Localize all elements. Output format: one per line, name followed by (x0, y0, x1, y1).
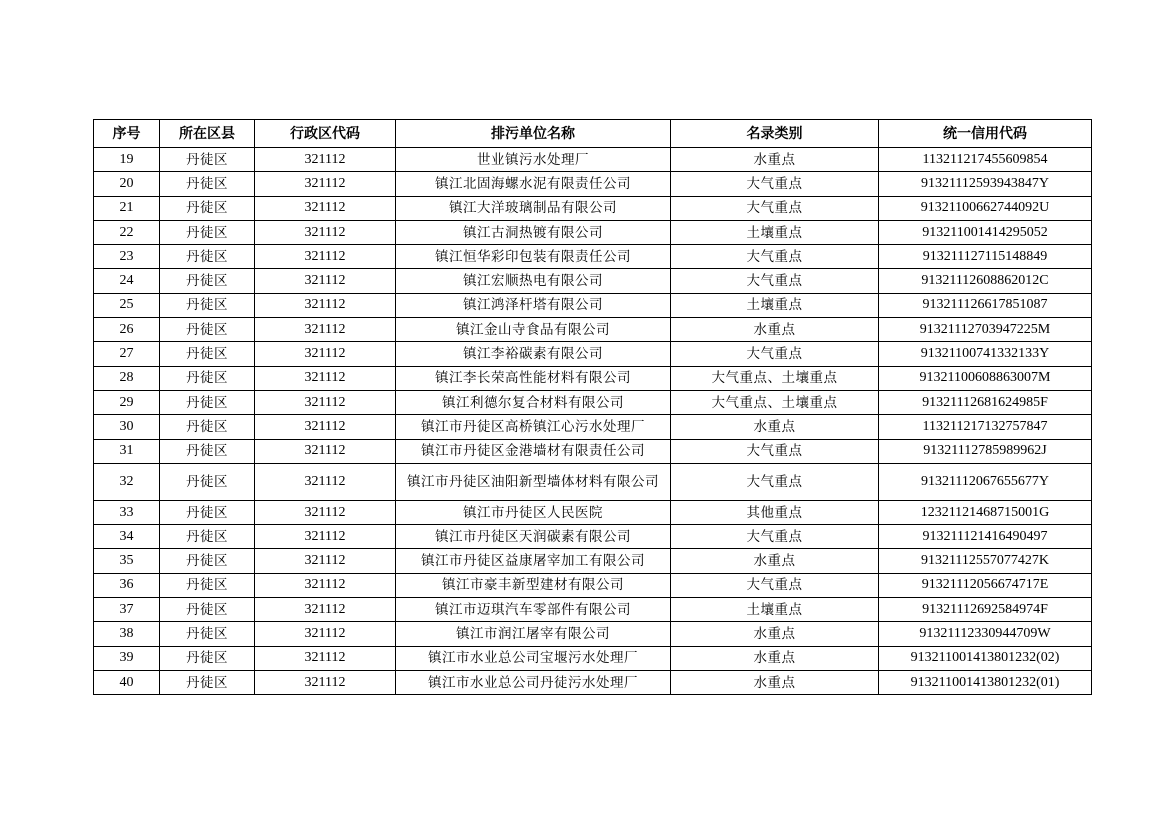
category-cell: 大气重点 (671, 573, 879, 597)
admin-code-cell: 321112 (255, 670, 396, 694)
unit-name-cell: 镇江利德尔复合材料有限公司 (396, 390, 671, 414)
unit-name-cell: 镇江市水业总公司丹徒污水处理厂 (396, 670, 671, 694)
header-unit-name: 排污单位名称 (396, 120, 671, 148)
admin-code-cell: 321112 (255, 220, 396, 244)
county-cell: 丹徒区 (160, 390, 255, 414)
table-row (94, 366, 1092, 390)
credit-code-cell: 91321100608863007M (879, 366, 1092, 390)
category-cell: 大气重点 (671, 463, 879, 500)
credit-code-cell: 913211001413801232(01) (879, 670, 1092, 694)
header-serial-number: 序号 (94, 120, 160, 148)
unit-name-cell: 镇江大洋玻璃制品有限公司 (396, 196, 671, 220)
serial-number-cell: 19 (94, 148, 160, 172)
credit-code-cell: 91321112067655677Y (879, 463, 1092, 500)
admin-code-cell: 321112 (255, 148, 396, 172)
county-cell: 丹徒区 (160, 598, 255, 622)
county-cell: 丹徒区 (160, 573, 255, 597)
credit-code-cell: 91321112056674717E (879, 573, 1092, 597)
category-cell: 水重点 (671, 318, 879, 342)
table-row (94, 415, 1092, 439)
table-row (94, 342, 1092, 366)
serial-number-cell: 32 (94, 463, 160, 500)
category-cell: 水重点 (671, 622, 879, 646)
unit-name-cell: 镇江宏顺热电有限公司 (396, 269, 671, 293)
serial-number-cell: 26 (94, 318, 160, 342)
serial-number-cell: 36 (94, 573, 160, 597)
county-cell: 丹徒区 (160, 646, 255, 670)
unit-name-cell: 镇江市润江屠宰有限公司 (396, 622, 671, 646)
category-cell: 水重点 (671, 646, 879, 670)
serial-number-cell: 24 (94, 269, 160, 293)
table-row (94, 646, 1092, 670)
table-row (94, 463, 1092, 500)
unit-name-cell: 镇江市丹徒区高桥镇江心污水处理厂 (396, 415, 671, 439)
category-cell: 大气重点、土壤重点 (671, 366, 879, 390)
admin-code-cell: 321112 (255, 415, 396, 439)
county-cell: 丹徒区 (160, 549, 255, 573)
credit-code-cell: 91321112330944709W (879, 622, 1092, 646)
category-cell: 大气重点 (671, 245, 879, 269)
table-row (94, 220, 1092, 244)
county-cell: 丹徒区 (160, 172, 255, 196)
county-cell: 丹徒区 (160, 220, 255, 244)
admin-code-cell: 321112 (255, 646, 396, 670)
category-cell: 其他重点 (671, 500, 879, 524)
table-row (94, 622, 1092, 646)
table-header-row (94, 120, 1092, 148)
credit-code-cell: 91321112703947225M (879, 318, 1092, 342)
category-cell: 大气重点 (671, 269, 879, 293)
serial-number-cell: 33 (94, 500, 160, 524)
unit-name-cell: 镇江市豪丰新型建材有限公司 (396, 573, 671, 597)
county-cell: 丹徒区 (160, 439, 255, 463)
county-cell: 丹徒区 (160, 366, 255, 390)
unit-name-cell: 镇江北固海螺水泥有限责任公司 (396, 172, 671, 196)
unit-name-cell: 镇江金山寺食品有限公司 (396, 318, 671, 342)
county-cell: 丹徒区 (160, 525, 255, 549)
table-body (94, 148, 1092, 695)
table-row (94, 598, 1092, 622)
unit-name-cell: 镇江市丹徒区人民医院 (396, 500, 671, 524)
serial-number-cell: 27 (94, 342, 160, 366)
category-cell: 水重点 (671, 415, 879, 439)
serial-number-cell: 39 (94, 646, 160, 670)
admin-code-cell: 321112 (255, 342, 396, 366)
serial-number-cell: 37 (94, 598, 160, 622)
polluter-list-table (93, 119, 1092, 695)
credit-code-cell: 91321100741332133Y (879, 342, 1092, 366)
serial-number-cell: 30 (94, 415, 160, 439)
unit-name-cell: 镇江李裕碳素有限公司 (396, 342, 671, 366)
county-cell: 丹徒区 (160, 245, 255, 269)
serial-number-cell: 38 (94, 622, 160, 646)
table-row (94, 293, 1092, 317)
category-cell: 水重点 (671, 549, 879, 573)
admin-code-cell: 321112 (255, 390, 396, 414)
unit-name-cell: 世业镇污水处理厂 (396, 148, 671, 172)
unit-name-cell: 镇江古洞热镀有限公司 (396, 220, 671, 244)
county-cell: 丹徒区 (160, 318, 255, 342)
unit-name-cell: 镇江李长荣高性能材料有限公司 (396, 366, 671, 390)
unit-name-cell: 镇江市丹徒区金港墙材有限责任公司 (396, 439, 671, 463)
category-cell: 大气重点、土壤重点 (671, 390, 879, 414)
serial-number-cell: 28 (94, 366, 160, 390)
serial-number-cell: 31 (94, 439, 160, 463)
county-cell: 丹徒区 (160, 196, 255, 220)
admin-code-cell: 321112 (255, 269, 396, 293)
category-cell: 水重点 (671, 148, 879, 172)
category-cell: 水重点 (671, 670, 879, 694)
county-cell: 丹徒区 (160, 670, 255, 694)
table-row (94, 318, 1092, 342)
table-row (94, 573, 1092, 597)
category-cell: 土壤重点 (671, 220, 879, 244)
serial-number-cell: 40 (94, 670, 160, 694)
credit-code-cell: 913211001413801232(02) (879, 646, 1092, 670)
serial-number-cell: 25 (94, 293, 160, 317)
header-credit-code: 统一信用代码 (879, 120, 1092, 148)
serial-number-cell: 23 (94, 245, 160, 269)
admin-code-cell: 321112 (255, 172, 396, 196)
unit-name-cell: 镇江恒华彩印包装有限责任公司 (396, 245, 671, 269)
county-cell: 丹徒区 (160, 500, 255, 524)
credit-code-cell: 113211217132757847 (879, 415, 1092, 439)
header-county: 所在区县 (160, 120, 255, 148)
serial-number-cell: 22 (94, 220, 160, 244)
credit-code-cell: 913211001414295052 (879, 220, 1092, 244)
credit-code-cell: 91321112785989962J (879, 439, 1092, 463)
header-admin-code: 行政区代码 (255, 120, 396, 148)
table-row (94, 390, 1092, 414)
admin-code-cell: 321112 (255, 318, 396, 342)
admin-code-cell: 321112 (255, 366, 396, 390)
credit-code-cell: 91321112692584974F (879, 598, 1092, 622)
admin-code-cell: 321112 (255, 196, 396, 220)
admin-code-cell: 321112 (255, 463, 396, 500)
table-row (94, 148, 1092, 172)
admin-code-cell: 321112 (255, 500, 396, 524)
credit-code-cell: 91321100662744092U (879, 196, 1092, 220)
county-cell: 丹徒区 (160, 148, 255, 172)
admin-code-cell: 321112 (255, 549, 396, 573)
county-cell: 丹徒区 (160, 622, 255, 646)
county-cell: 丹徒区 (160, 269, 255, 293)
credit-code-cell: 913211121416490497 (879, 525, 1092, 549)
county-cell: 丹徒区 (160, 293, 255, 317)
table-row (94, 500, 1092, 524)
serial-number-cell: 34 (94, 525, 160, 549)
table-row (94, 439, 1092, 463)
serial-number-cell: 21 (94, 196, 160, 220)
table-row (94, 196, 1092, 220)
credit-code-cell: 913211127115148849 (879, 245, 1092, 269)
admin-code-cell: 321112 (255, 598, 396, 622)
unit-name-cell: 镇江市丹徒区益康屠宰加工有限公司 (396, 549, 671, 573)
unit-name-cell: 镇江市丹徒区天润碳素有限公司 (396, 525, 671, 549)
credit-code-cell: 12321121468715001G (879, 500, 1092, 524)
table-row (94, 549, 1092, 573)
category-cell: 大气重点 (671, 172, 879, 196)
table-row (94, 670, 1092, 694)
credit-code-cell: 91321112681624985F (879, 390, 1092, 414)
admin-code-cell: 321112 (255, 439, 396, 463)
unit-name-cell: 镇江市水业总公司宝堰污水处理厂 (396, 646, 671, 670)
unit-name-cell: 镇江市丹徒区油阳新型墙体材料有限公司 (396, 463, 671, 500)
credit-code-cell: 91321112608862012C (879, 269, 1092, 293)
serial-number-cell: 35 (94, 549, 160, 573)
category-cell: 大气重点 (671, 525, 879, 549)
category-cell: 土壤重点 (671, 598, 879, 622)
admin-code-cell: 321112 (255, 573, 396, 597)
table-row (94, 269, 1092, 293)
county-cell: 丹徒区 (160, 415, 255, 439)
unit-name-cell: 镇江市迈琪汽车零部件有限公司 (396, 598, 671, 622)
table-row (94, 245, 1092, 269)
county-cell: 丹徒区 (160, 463, 255, 500)
category-cell: 大气重点 (671, 439, 879, 463)
header-category: 名录类别 (671, 120, 879, 148)
admin-code-cell: 321112 (255, 525, 396, 549)
category-cell: 大气重点 (671, 342, 879, 366)
admin-code-cell: 321112 (255, 245, 396, 269)
credit-code-cell: 913211126617851087 (879, 293, 1092, 317)
category-cell: 大气重点 (671, 196, 879, 220)
table-row (94, 172, 1092, 196)
unit-name-cell: 镇江鸿泽杆塔有限公司 (396, 293, 671, 317)
serial-number-cell: 29 (94, 390, 160, 414)
credit-code-cell: 91321112557077427K (879, 549, 1092, 573)
category-cell: 土壤重点 (671, 293, 879, 317)
credit-code-cell: 113211217455609854 (879, 148, 1092, 172)
table-row (94, 525, 1092, 549)
serial-number-cell: 20 (94, 172, 160, 196)
admin-code-cell: 321112 (255, 293, 396, 317)
admin-code-cell: 321112 (255, 622, 396, 646)
credit-code-cell: 91321112593943847Y (879, 172, 1092, 196)
county-cell: 丹徒区 (160, 342, 255, 366)
